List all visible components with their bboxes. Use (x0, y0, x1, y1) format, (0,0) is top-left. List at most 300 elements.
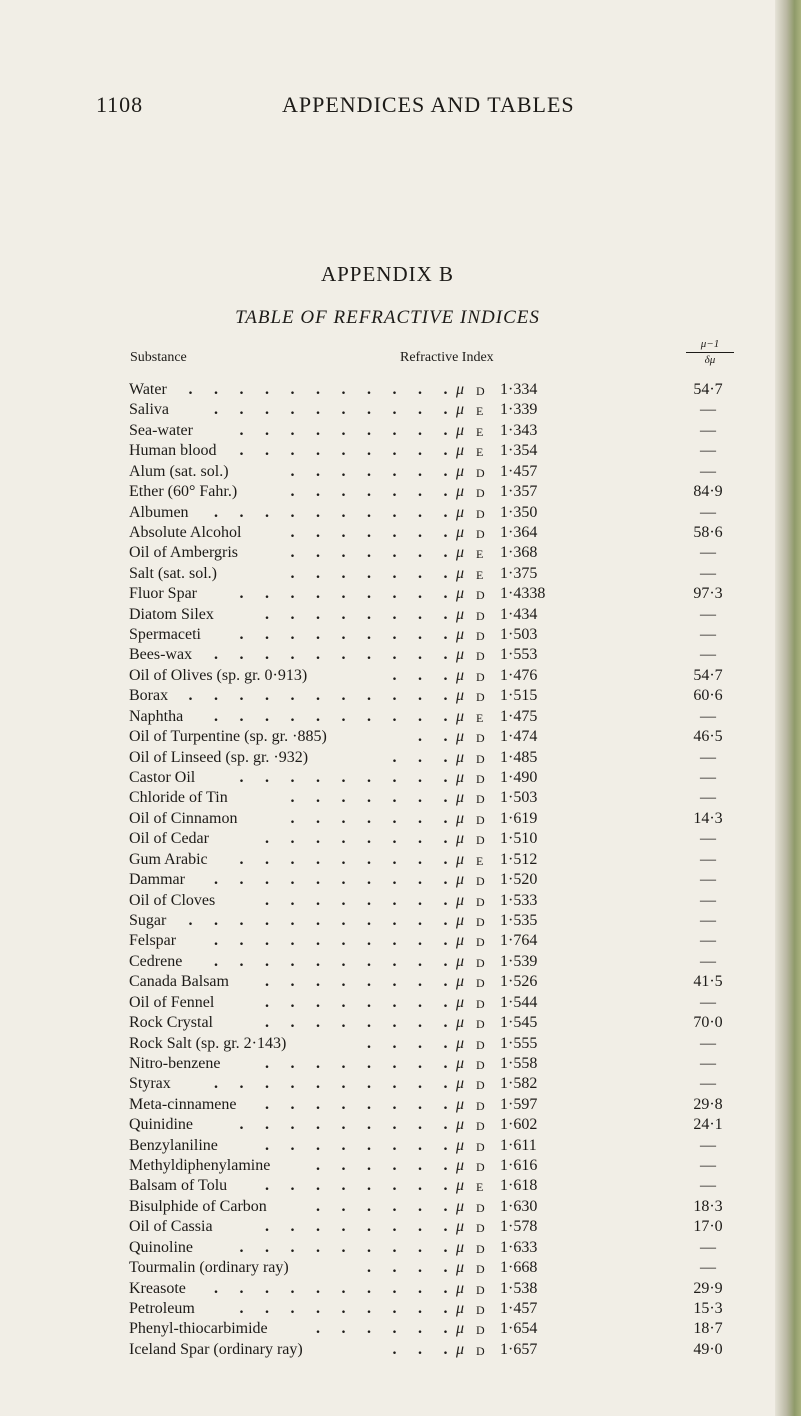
substance-name: Oil of Cloves (129, 891, 216, 909)
table-row (0, 1197, 790, 1217)
substance-name: Naphtha (129, 707, 184, 725)
table-row (0, 645, 790, 665)
refractive-index-value: 1·515 (500, 687, 538, 705)
dispersion-value: 84·9 (693, 483, 723, 501)
table-row (0, 809, 790, 829)
refractive-index-value: 1·475 (500, 707, 538, 725)
leader-dots: . . . (392, 1340, 448, 1358)
leader-dots: . . . . . . . . . (239, 769, 448, 787)
mu-symbol: μ (456, 1197, 465, 1215)
spectral-line: D (476, 669, 486, 684)
mu-symbol: μ (456, 1238, 465, 1256)
mu-symbol: μ (456, 871, 465, 889)
refractive-index-value: 1·357 (500, 483, 538, 501)
table-row (0, 482, 790, 502)
substance-name: Saliva (129, 401, 169, 419)
mu-symbol: μ (456, 1177, 465, 1195)
refractive-index-value: 1·618 (500, 1177, 538, 1195)
mu-symbol: μ (456, 1218, 465, 1236)
mu-symbol: μ (456, 952, 465, 970)
substance-name: Oil of Turpentine (sp. gr. ·885) (129, 728, 327, 746)
spectral-line: D (476, 751, 486, 766)
spectral-line: D (476, 588, 486, 603)
mu-symbol: μ (456, 1157, 465, 1175)
dispersion-value: — (700, 911, 716, 929)
table-row (0, 523, 790, 543)
mu-symbol: μ (456, 666, 465, 684)
dispersion-header-numerator: μ−1 (686, 338, 734, 353)
mu-symbol: μ (456, 646, 465, 664)
mu-symbol: μ (456, 1279, 465, 1297)
dispersion-value: — (700, 564, 716, 582)
leader-dots: . . . . . . (316, 1157, 448, 1175)
table-row (0, 1136, 790, 1156)
table-row (0, 441, 790, 461)
table-row (0, 829, 790, 849)
refractive-index-value: 1·654 (500, 1320, 538, 1338)
substance-name: Oil of Cassia (129, 1218, 213, 1236)
table-row (0, 891, 790, 911)
spectral-line: D (476, 955, 486, 970)
table-row (0, 625, 790, 645)
table-row (0, 1217, 790, 1237)
spectral-line: D (476, 1017, 486, 1032)
substance-name: Bees-wax (129, 646, 193, 664)
mu-symbol: μ (456, 1075, 465, 1093)
table-row (0, 462, 790, 482)
spectral-line: E (476, 445, 484, 460)
refractive-index-value: 1·553 (500, 646, 538, 664)
spectral-line: E (476, 710, 484, 725)
dispersion-value: 60·6 (693, 687, 723, 705)
leader-dots: . . . . . . . . . . (214, 707, 448, 725)
substance-name: Kreasote (129, 1279, 186, 1297)
refractive-index-value: 1·364 (500, 523, 538, 541)
mu-symbol: μ (456, 544, 465, 562)
spectral-line: D (476, 812, 486, 827)
dispersion-value: — (700, 993, 716, 1011)
leader-dots: . . . . . . . . (265, 1054, 448, 1072)
leader-dots: . . . . . . . . . (239, 1116, 448, 1134)
table-row (0, 584, 790, 604)
mu-symbol: μ (456, 789, 465, 807)
mu-symbol: μ (456, 707, 465, 725)
mu-symbol: μ (456, 809, 465, 827)
mu-symbol: μ (456, 932, 465, 950)
refractive-index-value: 1·535 (500, 911, 538, 929)
refractive-index-value: 1·476 (500, 666, 538, 684)
table-row (0, 972, 790, 992)
mu-symbol: μ (456, 421, 465, 439)
table-row (0, 748, 790, 768)
mu-symbol: μ (456, 1054, 465, 1072)
leader-dots: . . . . (367, 1259, 448, 1277)
table-row (0, 1176, 790, 1196)
table-row (0, 931, 790, 951)
table-title: TABLE OF REFRACTIVE INDICES (235, 307, 540, 328)
mu-symbol: μ (456, 401, 465, 419)
leader-dots: . . . . . . . . . (239, 626, 448, 644)
leader-dots: . . . . . . . . (265, 1177, 448, 1195)
leader-dots: . . . . . . . . . (239, 585, 448, 603)
dispersion-value: — (700, 626, 716, 644)
refractive-index-value: 1·668 (500, 1259, 538, 1277)
refractive-index-value: 1·343 (500, 421, 538, 439)
leader-dots: . . . . . . . . . . (214, 952, 448, 970)
dispersion-value: 46·5 (693, 728, 723, 746)
refractive-index-value: 1·533 (500, 891, 538, 909)
mu-symbol: μ (456, 1136, 465, 1154)
spectral-line: D (476, 608, 486, 623)
leader-dots: . . . . . . . . (265, 830, 448, 848)
refractive-index-value: 1·354 (500, 442, 538, 460)
mu-symbol: μ (456, 1320, 465, 1338)
running-head (96, 92, 696, 122)
leader-dots: . . . . . . . . . . (214, 932, 448, 950)
leader-dots: . . . . . . . . (265, 891, 448, 909)
spectral-line: D (476, 874, 486, 889)
mu-symbol: μ (456, 462, 465, 480)
spectral-line: E (476, 1180, 484, 1195)
refractive-index-value: 1·434 (500, 605, 538, 623)
substance-name: Chloride of Tin (129, 789, 228, 807)
spectral-line: D (476, 914, 486, 929)
spectral-line: D (476, 629, 486, 644)
leader-dots: . . . . . . . (290, 809, 448, 827)
dispersion-value: 18·7 (693, 1320, 723, 1338)
substance-name: Sea-water (129, 421, 193, 439)
substance-name: Rock Salt (sp. gr. 2·143) (129, 1034, 287, 1052)
dispersion-value: — (700, 830, 716, 848)
dispersion-value: — (700, 421, 716, 439)
dispersion-value: — (700, 850, 716, 868)
refractive-index-value: 1·616 (500, 1157, 538, 1175)
refractive-index-value: 1·611 (500, 1136, 537, 1154)
mu-symbol: μ (456, 503, 465, 521)
dispersion-value: — (700, 891, 716, 909)
substance-name: Rock Crystal (129, 1014, 213, 1032)
leader-dots: . . . . . . . (290, 483, 448, 501)
leader-dots: . . . . . . . . . . . (188, 381, 448, 398)
mu-symbol: μ (456, 1299, 465, 1317)
mu-symbol: μ (456, 728, 465, 746)
substance-name: Felspar (129, 932, 177, 950)
spectral-line: D (476, 1139, 486, 1154)
mu-symbol: μ (456, 830, 465, 848)
leader-dots: . . . . . . . . . . (214, 401, 448, 419)
mu-symbol: μ (456, 585, 465, 603)
table-row (0, 1299, 790, 1319)
substance-name: Spermaceti (129, 626, 201, 644)
table-row (0, 1238, 790, 1258)
dispersion-value: — (700, 707, 716, 725)
mu-symbol: μ (456, 993, 465, 1011)
table-row (0, 564, 790, 584)
refractive-index-value: 1·503 (500, 626, 538, 644)
table-row (0, 1156, 790, 1176)
spectral-line: D (476, 1262, 486, 1277)
spectral-line: D (476, 1302, 486, 1317)
substance-name: Tourmalin (ordinary ray) (129, 1259, 289, 1277)
leader-dots: . . . . . . . . (265, 1014, 448, 1032)
spectral-line: E (476, 547, 484, 562)
dispersion-value: — (700, 1034, 716, 1052)
mu-symbol: μ (456, 381, 465, 398)
refractive-index-value: 1·503 (500, 789, 538, 807)
refractive-index-value: 1·619 (500, 809, 538, 827)
substance-name: Cedrene (129, 952, 183, 970)
table-row (0, 707, 790, 727)
substance-name: Sugar (129, 911, 167, 929)
mu-symbol: μ (456, 564, 465, 582)
dispersion-value: — (700, 789, 716, 807)
table-row (0, 727, 790, 747)
refractive-index-value: 1·597 (500, 1095, 538, 1113)
table-row (0, 666, 790, 686)
spectral-line: D (476, 1221, 486, 1236)
mu-symbol: μ (456, 911, 465, 929)
substance-name: Diatom Silex (129, 605, 214, 623)
spectral-line: D (476, 935, 486, 950)
dispersion-value: 70·0 (693, 1014, 723, 1032)
table-row (0, 1034, 790, 1054)
table-row (0, 911, 790, 931)
dispersion-value: — (700, 1238, 716, 1256)
leader-dots: . . . . . . . . (265, 993, 448, 1011)
refractive-index-value: 1·334 (500, 381, 538, 398)
refractive-index-value: 1·510 (500, 830, 538, 848)
leader-dots: . . . . . . . . (265, 1095, 448, 1113)
leader-dots: . . . . . . . . (265, 973, 448, 991)
dispersion-value: — (700, 503, 716, 521)
spectral-line: D (476, 526, 486, 541)
spectral-line: D (476, 976, 486, 991)
refractive-index-table (0, 380, 790, 1360)
leader-dots: . . . . . . . . . . (214, 871, 448, 889)
table-row (0, 1095, 790, 1115)
refractive-index-value: 1·474 (500, 728, 538, 746)
leader-dots: . . . . . . . (290, 789, 448, 807)
spectral-line: D (476, 690, 486, 705)
refractive-index-value: 1·457 (500, 462, 538, 480)
substance-name: Oil of Olives (sp. gr. 0·913) (129, 666, 308, 684)
spectral-line: D (476, 1343, 486, 1358)
refractive-index-value: 1·558 (500, 1054, 538, 1072)
table-row (0, 421, 790, 441)
page-number: 1108 (96, 92, 144, 117)
leader-dots: . . . . . . . (290, 462, 448, 480)
mu-symbol: μ (456, 1095, 465, 1113)
table-row (0, 1279, 790, 1299)
refractive-index-value: 1·633 (500, 1238, 538, 1256)
table-row (0, 605, 790, 625)
table-row (0, 503, 790, 523)
mu-symbol: μ (456, 442, 465, 460)
spectral-line: D (476, 649, 486, 664)
mu-symbol: μ (456, 1014, 465, 1032)
dispersion-value: — (700, 1177, 716, 1195)
spectral-line: E (476, 853, 484, 868)
table-row (0, 1258, 790, 1278)
refractive-index-value: 1·490 (500, 769, 538, 787)
substance-name: Petroleum (129, 1299, 195, 1317)
spectral-line: D (476, 1098, 486, 1113)
spectral-line: D (476, 384, 486, 398)
leader-dots: . . . . . . . . (265, 1218, 448, 1236)
substance-name: Oil of Linseed (sp. gr. ·932) (129, 748, 309, 766)
substance-name: Canada Balsam (129, 973, 229, 991)
dispersion-value: — (700, 646, 716, 664)
refractive-index-value: 1·555 (500, 1034, 538, 1052)
substance-name: Ether (60° Fahr.) (129, 483, 238, 501)
substance-name: Borax (129, 687, 169, 705)
refractive-index-value: 1·764 (500, 932, 538, 950)
refractive-index-value: 1·630 (500, 1197, 538, 1215)
leader-dots: . . . . . . . . (265, 1136, 448, 1154)
dispersion-value: 17·0 (693, 1218, 723, 1236)
table-row (0, 1074, 790, 1094)
dispersion-value: — (700, 748, 716, 766)
dispersion-value: — (700, 769, 716, 787)
substance-name: Alum (sat. sol.) (129, 462, 229, 480)
dispersion-value: — (700, 1157, 716, 1175)
table-row (0, 400, 790, 420)
dispersion-value: — (700, 932, 716, 950)
dispersion-value: 18·3 (693, 1197, 723, 1215)
substance-name: Human blood (129, 442, 217, 460)
refractive-index-value: 1·657 (500, 1340, 538, 1358)
leader-dots: . . . . . . . . . (239, 1238, 448, 1256)
substance-name: Nitro-benzene (129, 1054, 221, 1072)
leader-dots: . . (418, 728, 448, 746)
leader-dots: . . . (392, 666, 448, 684)
substance-name: Salt (sat. sol.) (129, 564, 217, 582)
substance-name: Water (129, 381, 167, 398)
leader-dots: . . . . . . . . . (239, 1299, 448, 1317)
table-row (0, 952, 790, 972)
spectral-line: D (476, 894, 486, 909)
refractive-index-value: 1·339 (500, 401, 538, 419)
refractive-index-value: 1·512 (500, 850, 538, 868)
spectral-line: D (476, 731, 486, 746)
spectral-line: D (476, 1119, 486, 1134)
mu-symbol: μ (456, 1259, 465, 1277)
refractive-index-value: 1·368 (500, 544, 538, 562)
substance-name: Benzylaniline (129, 1136, 218, 1154)
dispersion-value: 58·6 (693, 523, 723, 541)
leader-dots: . . . . . . . . . . . (188, 911, 448, 929)
mu-symbol: μ (456, 769, 465, 787)
table-row (0, 1013, 790, 1033)
mu-symbol: μ (456, 973, 465, 991)
substance-name: Bisulphide of Carbon (129, 1197, 267, 1215)
dispersion-value: 54·7 (693, 381, 723, 398)
refractive-index-value: 1·539 (500, 952, 538, 970)
substance-name: Meta-cinnamene (129, 1095, 237, 1113)
leader-dots: . . . . (367, 1034, 448, 1052)
mu-symbol: μ (456, 687, 465, 705)
substance-name: Dammar (129, 871, 185, 889)
column-headers (0, 338, 790, 378)
table-row (0, 1115, 790, 1135)
leader-dots: . . . . . . (316, 1197, 448, 1215)
refractive-index-value: 1·526 (500, 973, 538, 991)
leader-dots: . . . . . . . . . (239, 850, 448, 868)
table-row (0, 1340, 790, 1360)
refractive-index-value: 1·578 (500, 1218, 538, 1236)
spectral-line: D (476, 1200, 486, 1215)
dispersion-value: — (700, 1075, 716, 1093)
spectral-line: D (476, 792, 486, 807)
leader-dots: . . . . . . . . . . (214, 1279, 448, 1297)
refractive-index-value: 1·520 (500, 871, 538, 889)
spectral-line: E (476, 404, 484, 419)
refractive-index-value: 1·538 (500, 1279, 538, 1297)
refractive-index-value: 1·457 (500, 1299, 538, 1317)
leader-dots: . . . . . . . . . (239, 442, 448, 460)
substance-name: Fluor Spar (129, 585, 197, 603)
spectral-line: D (476, 996, 486, 1011)
spectral-line: D (476, 833, 486, 848)
table-row (0, 993, 790, 1013)
refractive-index-column-header: Refractive Index (400, 350, 494, 365)
refractive-index-value: 1·350 (500, 503, 538, 521)
table-row (0, 870, 790, 890)
dispersion-value: — (700, 462, 716, 480)
refractive-index-value: 1·582 (500, 1075, 538, 1093)
refractive-index-value: 1·375 (500, 564, 538, 582)
running-title: APPENDICES AND TABLES (282, 92, 575, 117)
mu-symbol: μ (456, 1034, 465, 1052)
spectral-line: E (476, 567, 484, 582)
refractive-index-value: 1·485 (500, 748, 538, 766)
dispersion-value: 15·3 (693, 1299, 723, 1317)
dispersion-value: 24·1 (693, 1116, 723, 1134)
table-row (0, 768, 790, 788)
mu-symbol: μ (456, 891, 465, 909)
mu-symbol: μ (456, 1340, 465, 1358)
dispersion-value: 14·3 (693, 809, 723, 827)
mu-symbol: μ (456, 605, 465, 623)
substance-name: Styrax (129, 1075, 171, 1093)
table-row (0, 1319, 790, 1339)
spectral-line: D (476, 1037, 486, 1052)
spectral-line: D (476, 1160, 486, 1175)
substance-name: Castor Oil (129, 769, 196, 787)
dispersion-value: — (700, 544, 716, 562)
dispersion-value: — (700, 952, 716, 970)
substance-name: Gum Arabic (129, 850, 208, 868)
leader-dots: . . . . . . . (290, 523, 448, 541)
substance-name: Methyldiphenylamine (129, 1157, 271, 1175)
substance-name: Oil of Cinnamon (129, 809, 238, 827)
substance-name: Oil of Ambergris (129, 544, 239, 562)
mu-symbol: μ (456, 748, 465, 766)
spectral-line: D (476, 506, 486, 521)
refractive-index-value: 1·602 (500, 1116, 538, 1134)
leader-dots: . . . (392, 748, 448, 766)
dispersion-value: — (700, 401, 716, 419)
refractive-index-value: 1·4338 (500, 585, 546, 603)
substance-name: Balsam of Tolu (129, 1177, 228, 1195)
spectral-line: D (476, 1078, 486, 1093)
substance-column-header: Substance (130, 350, 187, 365)
dispersion-value: — (700, 871, 716, 889)
dispersion-value: — (700, 1259, 716, 1277)
spectral-line: D (476, 1282, 486, 1297)
dispersion-value: 97·3 (693, 585, 723, 603)
dispersion-value: 49·0 (693, 1340, 723, 1358)
